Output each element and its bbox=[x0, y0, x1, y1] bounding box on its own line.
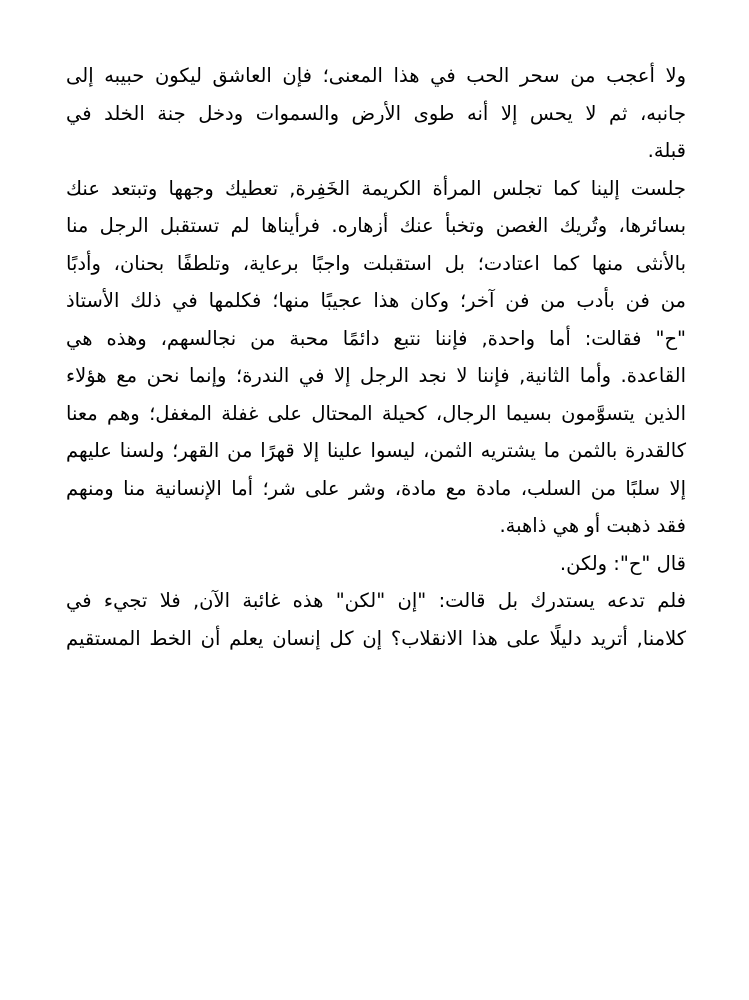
text-line: كلامنا, أتريد دليلًا على هذا الانقلاب؟ إن كل إنسان يعلم أن الخط المستقيم bbox=[66, 626, 686, 650]
text-line: جلست إلينا كما تجلس المرأة الكريمة الخَفِرة, تعطيك وجهها وتبتعد عنك bbox=[66, 176, 686, 200]
text-line: قال "ح": ولكن. bbox=[559, 551, 686, 575]
paragraph-4 bbox=[66, 582, 686, 657]
text-line: قبلة. bbox=[647, 139, 686, 162]
text-line: بالأنثى منها كما اعتادت؛ بل استقبلت واجبًا برعاية، وتلطفًا بحنان، وأدبًا bbox=[66, 251, 686, 275]
paragraph-3 bbox=[66, 545, 686, 583]
text-line: من فن بأدب من فن آخر؛ وكان هذا عجيبًا منها؛ فكلمها في ذلك الأستاذ bbox=[66, 289, 686, 312]
paragraph-2 bbox=[66, 170, 686, 545]
text-line: الذين يتسوَّمون بسيما الرجال، كحيلة المحتال على غفلة المغفل؛ وهم معنا bbox=[66, 401, 686, 425]
text-line: القاعدة. وأما الثانية, فإننا لا نجد الرجل إلا في الندرة؛ وإنما نحن مع هؤلاء bbox=[66, 364, 686, 387]
text-line: بسائرها، وتُريك الغصن وتخبأ عنك أزهاره. فرأيناها لم تستقبل الرجل منا bbox=[66, 214, 686, 237]
document-page bbox=[66, 57, 686, 657]
text-line: فلم تدعه يستدرك بل قالت: "إن "لكن" هذه غائبة الآن, فلا تجيء في bbox=[66, 589, 686, 612]
text-line: إلا سلبًا من السلب، مادة مع مادة، وشر على شر؛ أما الإنسانية منا ومنهم bbox=[66, 476, 686, 500]
text-line: ولا أعجب من سحر الحب في هذا المعنى؛ فإن العاشق ليكون حبيبه إلى bbox=[66, 64, 686, 87]
text-line: كالقدرة بالثمن ما يشتريه الثمن، ليسوا علينا إلا قهرًا من القهر؛ ولسنا عليهم bbox=[66, 439, 686, 462]
text-line: فقد ذهبت أو هي ذاهبة. bbox=[499, 514, 686, 537]
text-line: "ح" فقالت: أما واحدة, فإننا نتبع دائمًا محبة من نجالسهم، وهذه هي bbox=[66, 326, 686, 350]
paragraph-1 bbox=[66, 57, 686, 170]
text-line: جانبه، ثم لا يحس إلا أنه طوى الأرض والسموات ودخل جنة الخلد في bbox=[66, 101, 686, 125]
